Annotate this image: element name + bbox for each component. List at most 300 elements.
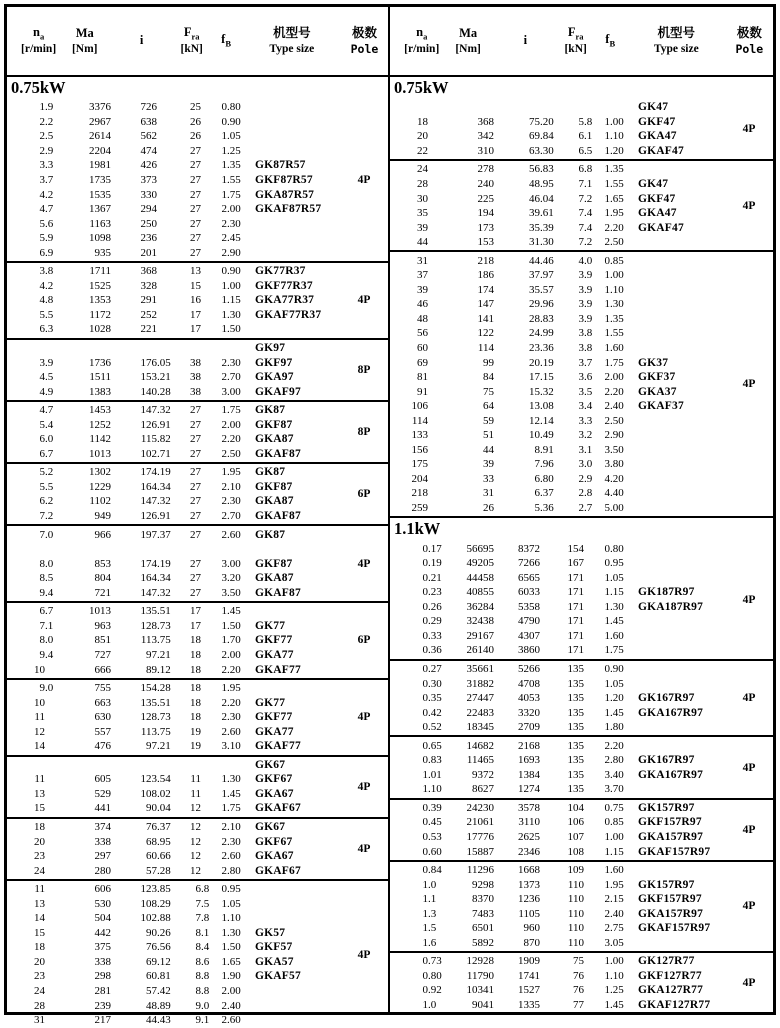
table-row — [7, 849, 388, 864]
cell-i: 1274 — [518, 783, 540, 796]
cell-ma: 141 — [477, 312, 494, 325]
cell-ma: 31 — [483, 487, 494, 500]
cell-na: 3 .3 — [39, 159, 54, 172]
type-label-en: Type size — [653, 42, 699, 55]
table-row — [7, 494, 388, 509]
cell-ma: 24230 — [466, 801, 494, 814]
cell-na: 60 — [417, 342, 428, 355]
cell-fb: 2 .80 — [221, 864, 241, 877]
cell-na: 106 — [411, 400, 428, 413]
cell-fra: 8 .8 — [195, 970, 210, 983]
cell-ma: 557 — [94, 725, 111, 738]
cell-fb: 1 .10 — [604, 130, 624, 143]
cell-i: 44 .43 — [146, 1014, 171, 1027]
cell-type-size: GKA47 — [638, 207, 677, 220]
cell-i: 2625 — [518, 830, 540, 843]
spec-block — [7, 524, 388, 601]
cell-na: 6 .9 — [39, 246, 54, 259]
cell-i: 328 — [140, 279, 157, 292]
cell-ma: 966 — [94, 528, 111, 541]
cell-i: 76 .37 — [146, 820, 171, 833]
cell-i: 7266 — [518, 557, 540, 570]
cell-i: 60 .81 — [146, 970, 171, 983]
cell-ma: 239 — [94, 999, 111, 1012]
cell-na: 175 — [411, 458, 428, 471]
cell-na: 1 .9 — [39, 101, 54, 114]
cell-fb: 1 .05 — [221, 130, 241, 143]
pole-value: 4P — [357, 711, 371, 724]
cell-ma: 666 — [94, 663, 111, 676]
spec-block — [390, 860, 773, 951]
col-header-na — [400, 25, 443, 57]
table-row — [7, 882, 388, 897]
cell-i: 39 .61 — [529, 207, 554, 220]
fra-unit: [kN] — [564, 43, 587, 56]
cell-fra: 171 — [567, 571, 584, 584]
cell-ma: 186 — [477, 269, 494, 282]
cell-fra: 38 — [190, 385, 201, 398]
cell-na: 1 .01 — [422, 768, 442, 781]
cell-ma: 1535 — [89, 188, 111, 201]
cell-type-size: GKA47 — [638, 130, 677, 143]
cell-fb: 3 .50 — [604, 443, 624, 456]
cell-fb: 2 .00 — [221, 418, 241, 431]
cell-fra: 171 — [567, 644, 584, 657]
cell-fra: 109 — [567, 864, 584, 877]
cell-type-size: GKF157R97 — [638, 893, 702, 906]
table-row — [390, 830, 773, 845]
cell-na: 37 — [417, 269, 428, 282]
table-row — [390, 297, 773, 312]
cell-fb: 1 .10 — [221, 912, 241, 925]
cell-ma: 297 — [94, 850, 111, 863]
cell-i: 140 .28 — [140, 385, 171, 398]
cell-fb: 1 .60 — [604, 864, 624, 877]
na-subscript: a — [423, 31, 428, 42]
cell-na: 23 — [34, 970, 45, 983]
table-row — [7, 384, 388, 399]
cell-fb: 2 .30 — [221, 217, 241, 230]
cell-ma: 9372 — [472, 768, 494, 781]
cell-fb: 4 .40 — [604, 487, 624, 500]
cell-ma: 375 — [94, 941, 111, 954]
cell-ma: 56695 — [466, 542, 494, 555]
table-body — [7, 77, 773, 1027]
cell-i: 24 .99 — [529, 327, 554, 340]
cell-fra: 27 — [190, 144, 201, 157]
cell-i: 8 .91 — [534, 443, 554, 456]
cell-fb: 1 .35 — [604, 312, 624, 325]
cell-na: 48 — [417, 312, 428, 325]
cell-type-size: GKA157R97 — [638, 830, 704, 843]
pole-value: 6P — [357, 634, 371, 647]
table-row — [390, 844, 773, 859]
cell-type-size: GK77 — [255, 619, 286, 632]
cell-na: 6 .0 — [39, 433, 54, 446]
cell-fra: 11 — [190, 773, 201, 786]
cell-i: 197 .37 — [140, 528, 171, 541]
cell-ma: 36284 — [466, 600, 494, 613]
cell-fra: 38 — [190, 356, 201, 369]
cell-i: 48 .95 — [529, 178, 554, 190]
cell-type-size: GKAF127R77 — [638, 998, 711, 1011]
cell-na: 156 — [411, 443, 428, 456]
col-header-type — [627, 26, 726, 56]
cell-na: 8 .0 — [39, 634, 54, 647]
cell-type-size: GKAF77R37 — [255, 308, 322, 321]
pole-value: 4P — [742, 761, 756, 774]
cell-ma: 338 — [94, 835, 111, 848]
cell-na: 0 .39 — [422, 801, 442, 814]
cell-ma: 1711 — [89, 265, 111, 278]
cell-ma: 310 — [477, 144, 494, 157]
cell-type-size: GKA157R97 — [638, 907, 704, 920]
cell-na: 204 — [411, 472, 428, 485]
section-title: 1.1kW — [394, 519, 441, 539]
col-header-ma — [443, 26, 492, 56]
cell-na: 3 .8 — [39, 265, 54, 278]
table-row — [7, 710, 388, 725]
cell-ma: 218 — [477, 254, 494, 267]
cell-type-size: GK97 — [255, 342, 286, 355]
cell-i: 48 .89 — [146, 999, 171, 1012]
cell-fb: 3 .40 — [604, 768, 624, 781]
cell-i: 250 — [140, 217, 157, 230]
cell-na: 31 — [417, 254, 428, 267]
cell-type-size: GKF87R57 — [255, 174, 313, 186]
table-row — [7, 509, 388, 524]
cell-type-size: GKF87 — [255, 418, 293, 431]
pole-value: 4P — [742, 823, 756, 836]
cell-fra: 17 — [190, 323, 201, 336]
cell-na: 0 .42 — [422, 706, 442, 719]
cell-ma: 2204 — [89, 144, 111, 157]
cell-fb: 3 .70 — [604, 783, 624, 796]
table-row — [7, 355, 388, 370]
cell-fb: 2 .20 — [221, 696, 241, 709]
pole-value: 4P — [357, 842, 371, 855]
cell-type-size: GKF97 — [255, 356, 293, 369]
pole-value: 4P — [742, 123, 756, 136]
pole-value: 8P — [357, 426, 371, 439]
cell-ma: 194 — [477, 207, 494, 220]
fra-unit: [kN] — [180, 43, 203, 56]
cell-na: 7 .0 — [39, 528, 54, 541]
fra-symbol: F — [567, 25, 576, 40]
cell-na: 8 .0 — [39, 557, 54, 570]
cell-type-size: GKAF157R97 — [638, 922, 711, 935]
cell-fra: 12 — [190, 802, 201, 815]
cell-i: 164 .34 — [140, 572, 171, 585]
cell-fb: 3 .00 — [221, 385, 241, 398]
cell-na: 24 — [34, 984, 45, 997]
cell-fb: 1 .05 — [221, 897, 241, 910]
cell-type-size: GKAF77 — [255, 663, 301, 676]
cell-fra: 27 — [190, 217, 201, 230]
cell-i: 6 .80 — [534, 472, 554, 485]
cell-ma: 338 — [94, 955, 111, 968]
cell-type-size: GKA97 — [255, 371, 294, 384]
cell-fra: 110 — [567, 922, 584, 935]
cell-fra: 6 .8 — [578, 163, 593, 176]
cell-ma: 225 — [477, 192, 494, 205]
table-row — [7, 231, 388, 246]
cell-ma: 1142 — [89, 433, 111, 446]
cell-fra: 17 — [190, 605, 201, 618]
cell-fra: 135 — [567, 662, 584, 675]
cell-fb: 1 .55 — [604, 327, 624, 340]
na-symbol: n — [32, 25, 40, 40]
cell-fra: 27 — [190, 418, 201, 431]
cell-fra: 27 — [190, 447, 201, 460]
table-row — [7, 911, 388, 926]
cell-fb: 1 .60 — [604, 629, 624, 642]
cell-type-size: GK47 — [638, 101, 669, 114]
cell-fb: 1 .00 — [604, 115, 624, 128]
cell-fra: 135 — [567, 706, 584, 719]
cell-fra: 16 — [190, 294, 201, 307]
table-row — [7, 542, 388, 557]
cell-ma: 2967 — [89, 115, 111, 128]
cell-ma: 173 — [477, 221, 494, 234]
cell-fb: 1 .55 — [221, 174, 241, 186]
cell-i: 174 .19 — [140, 466, 171, 479]
cell-type-size: GK167R97 — [638, 754, 695, 767]
na-unit: [r/min] — [404, 43, 440, 56]
cell-fb: 2 .90 — [604, 429, 624, 442]
cell-fb: 2 .50 — [604, 414, 624, 427]
cell-ma: 99 — [483, 356, 494, 369]
cell-type-size: GKA87 — [255, 495, 294, 508]
cell-i: 20 .19 — [529, 356, 554, 369]
cell-i: 147 .32 — [140, 586, 171, 599]
cell-type-size: GKA77R37 — [255, 294, 315, 307]
cell-ma: 1013 — [89, 447, 111, 460]
cell-fb: 2 .40 — [604, 907, 624, 920]
ma-unit: [Nm] — [71, 42, 98, 55]
cell-na: 23 — [34, 850, 45, 863]
cell-i: 5358 — [518, 600, 540, 613]
cell-fra: 135 — [567, 721, 584, 734]
cell-ma: 6501 — [472, 922, 494, 935]
cell-fb: 0 .90 — [221, 265, 241, 278]
cell-ma: 504 — [94, 912, 111, 925]
cell-type-size: GKAF37 — [638, 400, 684, 413]
cell-ma: 122 — [477, 327, 494, 340]
cell-i: 35 .39 — [529, 221, 554, 234]
cell-fb: 1 .30 — [221, 308, 241, 321]
table-row — [7, 293, 388, 308]
cell-i: 330 — [140, 188, 157, 201]
cell-i: 44 .46 — [529, 254, 554, 267]
cell-i: 35 .57 — [529, 283, 554, 296]
table-header — [7, 7, 773, 77]
cell-ma: 281 — [94, 984, 111, 997]
cell-ma: 44458 — [466, 571, 494, 584]
cell-type-size: GKF127R77 — [638, 969, 702, 982]
cell-fb: 1 .00 — [221, 279, 241, 292]
cell-na: 4 .5 — [39, 371, 54, 384]
cell-na: 81 — [417, 371, 428, 384]
cell-type-size: GKA167R97 — [638, 706, 704, 719]
cell-na: 0 .19 — [422, 557, 442, 570]
cell-na: 12 — [34, 725, 45, 738]
spec-block — [390, 159, 773, 250]
cell-na: 9 .0 — [39, 682, 54, 695]
power-section — [390, 516, 773, 1013]
cell-i: 4053 — [518, 692, 540, 705]
cell-i: 2346 — [518, 845, 540, 858]
cell-na: 46 — [417, 298, 428, 311]
cell-type-size: GKF67 — [255, 773, 293, 786]
cell-i: 726 — [140, 101, 157, 114]
cell-i: 63 .30 — [529, 144, 554, 157]
cell-fb: 1 .35 — [604, 163, 624, 176]
cell-i: 13 .08 — [529, 400, 554, 413]
table-row — [390, 629, 773, 644]
cell-ma: 174 — [477, 283, 494, 296]
cell-ma: 1163 — [89, 217, 111, 230]
cell-fra: 27 — [190, 572, 201, 585]
cell-fra: 7 .8 — [195, 912, 210, 925]
table-row — [390, 220, 773, 235]
cell-fra: 3 .9 — [578, 269, 593, 282]
cell-fra: 107 — [567, 830, 584, 843]
table-row — [7, 681, 388, 696]
cell-fb: 1 .65 — [604, 192, 624, 205]
cell-ma: 851 — [94, 634, 111, 647]
table-row — [7, 264, 388, 279]
cell-i: 90 .04 — [146, 802, 171, 815]
cell-i: 126 .91 — [140, 418, 171, 431]
cell-fb: 1 .00 — [604, 830, 624, 843]
cell-na: 4 .7 — [39, 203, 54, 216]
cell-i: 113 .75 — [140, 634, 171, 647]
cell-na: 5 .5 — [39, 308, 54, 321]
cell-fra: 8 .4 — [195, 941, 210, 954]
cell-fb: 1 .00 — [604, 955, 624, 968]
cell-fb: 2 .60 — [221, 725, 241, 738]
cell-i: 1105 — [518, 907, 540, 920]
cell-ma: 663 — [94, 696, 111, 709]
cell-fra: 18 — [190, 711, 201, 724]
cell-na: 0 .29 — [422, 615, 442, 628]
table-row — [7, 834, 388, 849]
cell-na: 0 .65 — [422, 739, 442, 752]
cell-ma: 29167 — [466, 629, 494, 642]
col-header-ma — [60, 26, 109, 56]
power-section — [390, 77, 773, 516]
table-row — [7, 998, 388, 1013]
cell-ma: 727 — [94, 648, 111, 661]
table-right-half — [390, 77, 773, 1012]
cell-fra: 104 — [567, 801, 584, 814]
pole-value: 4P — [742, 900, 756, 913]
cell-i: 1909 — [518, 955, 540, 968]
cell-fra: 18 — [190, 696, 201, 709]
table-row — [7, 820, 388, 835]
cell-fra: 3 .7 — [578, 356, 593, 369]
cell-type-size: GK157R97 — [638, 801, 695, 814]
table-header-left — [7, 7, 390, 75]
cell-na: 4 .9 — [39, 385, 54, 398]
cell-fb: 2 .40 — [221, 999, 241, 1012]
cell-type-size: GKAF87 — [255, 447, 301, 460]
cell-fra: 18 — [190, 682, 201, 695]
table-row — [390, 443, 773, 458]
cell-fb: 1 .45 — [221, 605, 241, 618]
cell-ma: 35661 — [466, 662, 494, 675]
table-row — [7, 202, 388, 217]
cell-type-size: GKAF87R57 — [255, 203, 322, 216]
cell-type-size: GKA37 — [638, 385, 677, 398]
cell-na: 0 .83 — [422, 754, 442, 767]
cell-type-size: GKA67 — [255, 850, 294, 863]
cell-na: 0 .26 — [422, 600, 442, 613]
cell-ma: 278 — [477, 163, 494, 176]
table-row — [7, 801, 388, 816]
cell-ma: 605 — [94, 773, 111, 786]
cell-ma: 442 — [94, 926, 111, 939]
cell-ma: 476 — [94, 740, 111, 753]
table-row — [7, 129, 388, 144]
cell-fra: 4 .0 — [578, 254, 593, 267]
cell-fb: 1 .80 — [604, 721, 624, 734]
cell-fb: 3 .05 — [604, 936, 624, 949]
section-title: 0.75kW — [11, 78, 66, 97]
cell-fb: 2 .70 — [221, 510, 241, 523]
cell-fb: 0 .80 — [221, 101, 241, 114]
na-subscript: a — [39, 31, 45, 42]
cell-na: 218 — [411, 487, 428, 500]
cell-ma: 51 — [483, 429, 494, 442]
cell-ma: 15887 — [466, 845, 494, 858]
cell-fb: 2 .60 — [221, 528, 241, 541]
cell-ma: 21061 — [466, 816, 494, 829]
cell-i: 69 .12 — [146, 955, 171, 968]
cell-fra: 135 — [567, 754, 584, 767]
cell-ma: 147 — [477, 298, 494, 311]
cell-fra: 12 — [190, 820, 201, 833]
cell-fb: 2 .30 — [221, 495, 241, 508]
cell-na: 44 — [417, 236, 428, 249]
table-row — [390, 676, 773, 691]
cell-na: 0 .92 — [422, 984, 442, 997]
cell-na: 0 .33 — [422, 629, 442, 642]
cell-ma: 9298 — [472, 878, 494, 891]
table-row — [7, 341, 388, 356]
cell-ma: 33 — [483, 472, 494, 485]
cell-i: 102 .88 — [140, 912, 171, 925]
pole-value: 4P — [357, 174, 371, 186]
cell-ma: 18345 — [466, 721, 494, 734]
cell-fra: 7 .4 — [578, 221, 593, 234]
cell-type-size: GKAF77 — [255, 740, 301, 753]
cell-na: 14 — [34, 740, 45, 753]
cell-i: 6565 — [518, 571, 540, 584]
section-title: 0.75kW — [394, 78, 449, 97]
spec-block — [7, 338, 388, 400]
table-row — [7, 724, 388, 739]
cell-fra: 167 — [567, 557, 584, 570]
cell-ma: 1383 — [89, 385, 111, 398]
cell-type-size: GKAF57 — [255, 970, 301, 983]
cell-fra: 27 — [190, 466, 201, 479]
cell-ma: 529 — [94, 787, 111, 800]
cell-type-size: GKAF67 — [255, 864, 301, 877]
cell-na: 1 .10 — [422, 783, 442, 796]
table-row — [7, 896, 388, 911]
